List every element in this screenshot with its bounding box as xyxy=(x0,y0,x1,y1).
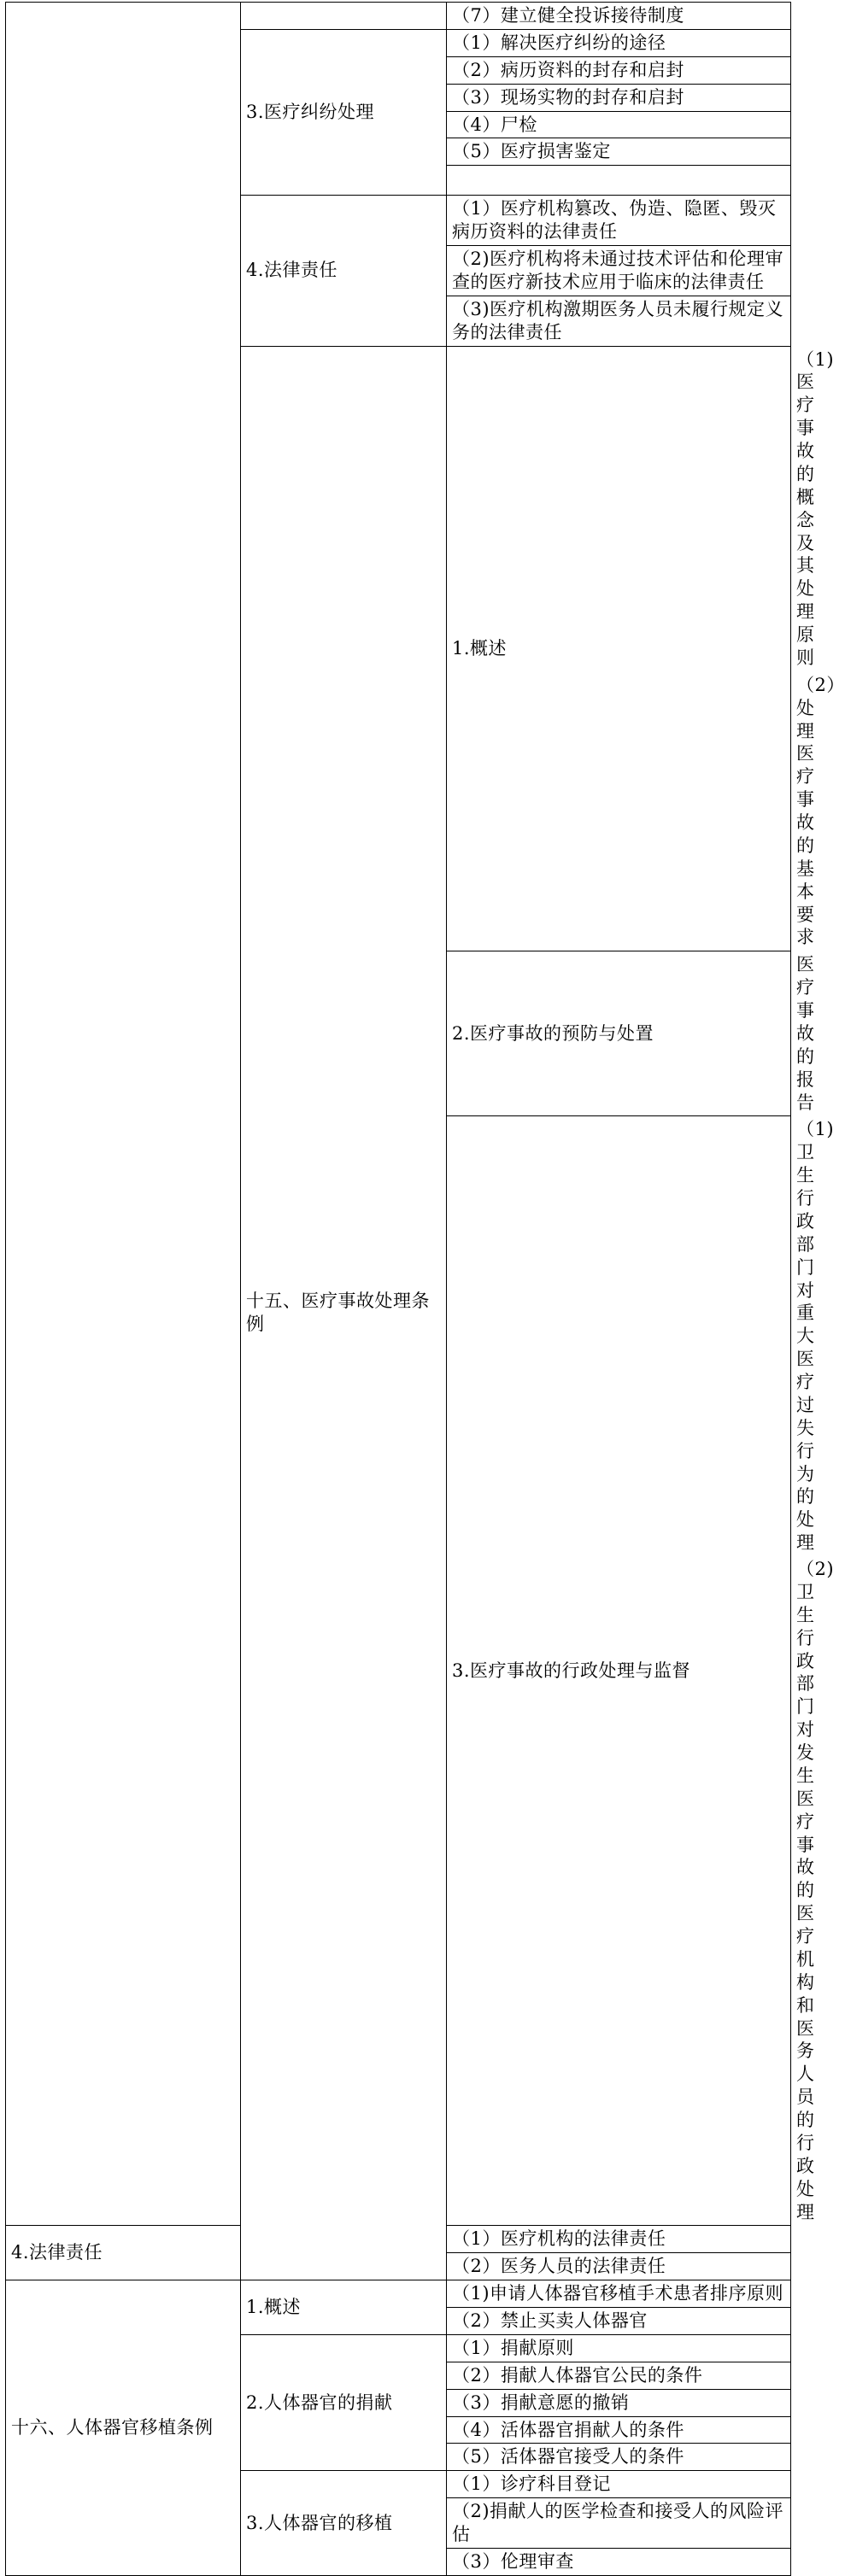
sub-cell: 2.医疗事故的预防与处置 xyxy=(447,951,791,1116)
point-cell: （1）医疗机构篡改、伪造、隐匿、毁灭病历资料的法律责任 xyxy=(447,196,791,246)
table-row: 十五、医疗事故处理条例 1.概述 （1)医疗事故的概念及其处理原则 xyxy=(6,346,791,671)
sub-cell: 3.医疗事故的行政处理与监督 xyxy=(447,1116,791,2226)
point-cell xyxy=(447,166,791,196)
point-cell: （3）伦理审查 xyxy=(447,2548,791,2575)
point-cell: （1)申请人体器官移植手术患者排序原则 xyxy=(447,2280,791,2308)
sub-cell: 4.法律责任 xyxy=(241,196,447,346)
unit-cell: 十五、医疗事故处理条例 xyxy=(241,346,447,2280)
point-cell: （2）病历资料的封存和启封 xyxy=(447,56,791,84)
point-cell: （7）建立健全投诉接待制度 xyxy=(447,3,791,30)
unit-cell: 十六、人体器官移植条例 xyxy=(6,2280,241,2576)
table-row: 3.医疗事故的行政处理与监督 （1)卫生行政部门对重大医疗过失行为的处理 xyxy=(6,1116,791,1556)
table-row xyxy=(6,3,791,30)
table-row xyxy=(6,2280,791,2308)
point-cell: （1）捐献原则 xyxy=(447,2334,791,2362)
point-cell: （1）医疗机构的法律责任 xyxy=(447,2226,791,2253)
table-row: （2）处理医疗事故的基本要求 xyxy=(796,674,845,948)
syllabus-table xyxy=(5,2,845,2576)
document-page xyxy=(0,2,845,2572)
point-cell: （3）捐献意愿的撤销 xyxy=(447,2389,791,2416)
point-cell: （2）捐献人体器官公民的条件 xyxy=(447,2362,791,2389)
sub-cell: 3.医疗纠纷处理 xyxy=(241,29,447,195)
point-cell: （1）解决医疗纠纷的途径 xyxy=(447,29,791,56)
point-cell: （4）活体器官捐献人的条件 xyxy=(447,2416,791,2444)
point-cell: （3）现场实物的封存和启封 xyxy=(447,84,791,111)
point-cell: （5）医疗损害鉴定 xyxy=(447,138,791,166)
point-cell: （1）诊疗科目登记 xyxy=(447,2471,791,2498)
sub-cell: 3.人体器官的移植 xyxy=(241,2471,447,2576)
point-cell: （3)医疗机构激期医务人员未履行规定义务的法律责任 xyxy=(447,296,791,346)
table-row: （2)卫生行政部门对发生医疗事故的医疗机构和医务人员的行政处理 xyxy=(796,1559,835,2222)
unit-cell xyxy=(6,3,241,2226)
point-cell: （2)捐献人的医学检查和接受人的风险评估 xyxy=(447,2498,791,2549)
sub-cell: 1.概述 xyxy=(447,346,791,951)
point-cell: （2)医疗机构将未通过技术评估和伦理审查的医疗新技术应用于临床的法律责任 xyxy=(447,246,791,296)
point-cell: （2）禁止买卖人体器官 xyxy=(447,2308,791,2335)
sub-cell xyxy=(241,3,447,30)
sub-cell: 4.法律责任 xyxy=(6,2226,241,2280)
sub-cell: 2.人体器官的捐献 xyxy=(241,2334,447,2470)
sub-cell: 1.概述 xyxy=(241,2280,447,2335)
syllabus-table-body xyxy=(6,3,845,2576)
point-cell: （4）尸检 xyxy=(447,111,791,138)
point-cell: （2）医务人员的法律责任 xyxy=(447,2253,791,2280)
point-cell: （5）活体器官接受人的条件 xyxy=(447,2444,791,2471)
table-row: 2.医疗事故的预防与处置 医疗事故的报告 xyxy=(6,951,791,1116)
